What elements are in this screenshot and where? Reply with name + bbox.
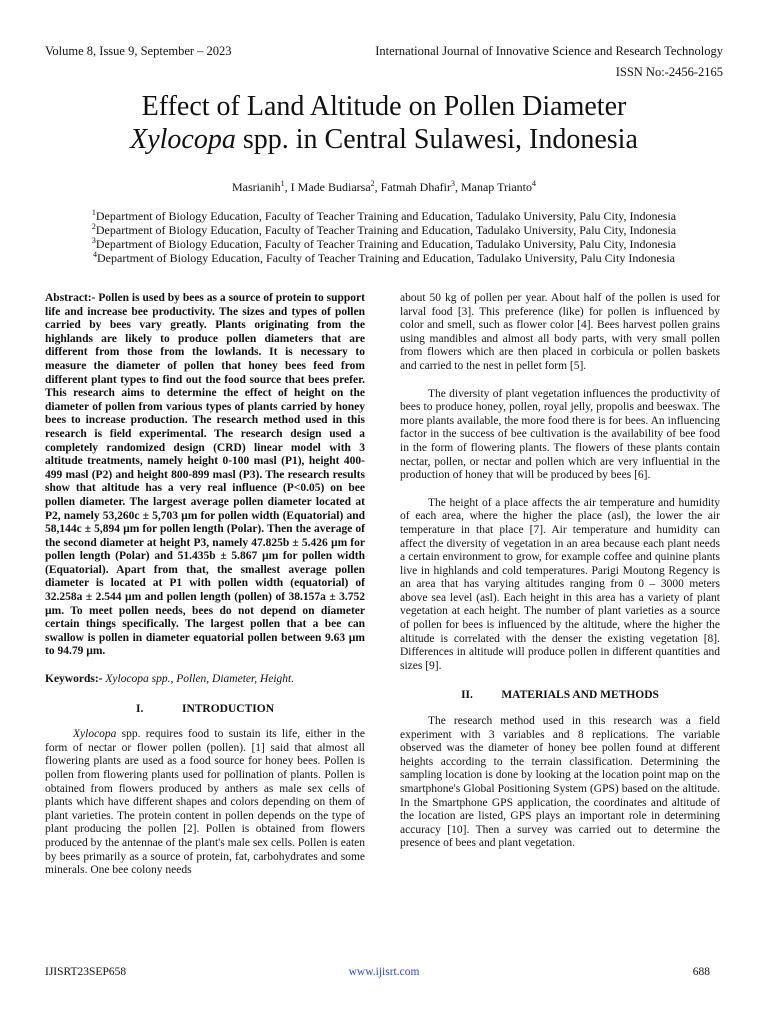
paragraph: about 50 kg of pollen per year. About half of the pollen is used for larval food [3]. This preference (like) for pollen is influenced by color and smell, such as flower color [4]. Bees harvest pollen grains using mandibles and almost all body parts, with very small pollen from flowers which are then placed in corbicula or pollen baskets and carried to the nest in pellet form [5]. [400,292,720,372]
title-rest: spp. in Central Sulawesi, Indonesia [235,124,638,155]
abstract: Abstract:- Pollen is used by bees as a source of protein to support life and increase bee productivity. The sizes and types of pollen carried by bees vary greatly. Plants originating from the highlands are likely to produce pollen diameters that are different from those from the lowlands. It is necessary to measure the diameter of pollen that honey bees feed from different plant types to find out the food source that bees prefer. This research aims to determine the effect of height on the diameter of pollen from various types of plants carried by honey bees to increase production. The research method used in this research is field experimental. The research design used a completely randomized design (CRD) linear model with 3 altitude treatments, namely height 0-100 masl (P1), height 400-499 masl (P2) and height 800-899 masl (P3). The research results show that altitude has a very real influence (P<0.05) on bee pollen diameter. The largest average pollen diameter located at P2, namely 53,260c ± 5,703 µm for pollen width (Equatorial) and 58,144c ± 5,894 µm for pollen length (Polar). Then the average of the second diameter at height P3, namely 47.825b ± 5.426 µm for pollen length (Polar) and 51.435b ± 5.867 µm for pollen width (Equatorial). Apart from that, the smallest average pollen diameter is located at P1 with pollen width (equatorial) of 32.258a ± 2.544 µm and pollen length (pollen) of 38.157a ± 3.752 µm. To meet pollen needs, bees do not depend on diameter certain things specifically. The largest pollen that a bee can swallow is pollen in diameter equatorial pollen between 9.63 µm to 94.79 µm. [45,292,365,658]
author: Masrianih$^1$, [232,179,291,194]
keywords: Keywords:- Xylocopa spp., Pollen, Diameter, Height. [45,673,295,686]
right-column [400,292,720,851]
author: Fatmah Dhafir$^3$, [380,179,461,194]
paragraph: The research method used in this research was a field experiment with 3 variables and 8 replications. The variable observed was the diameter of honey bee pollen found at different heights according to the terrain classification. Determining the sampling location is done by looking at the location point map on the smartphone's Global Positioning System (GPS) based on the altitude. In the Smartphone GPS application, the coordinates and altitude of the location are listed, GPS plays an important role in determining accuracy [10]. Then a survey was carried out to determine the presence of bees and plant vegetation. [400,715,720,850]
section-heading-introduction: I. INTRODUCTION [135,702,274,715]
paragraph: The height of a place affects the air temperature and humidity of each area, where the higher the place (asl), the lower the air temperature in that place [7]. Air temperature and humidity can affect the diversity of vegetation in an area because each plant needs a certain environment to grow, for example coffee and quinine plants live in highlands and cold temperatures. Parigi Moutong Regency is an area that has varying altitudes ranging from 0 – 3000 meters above sea level (asl). Each height in this area has a variety of plant vegetation at each height. The number of plant varieties as a source of pollen for bees is influenced by the altitude, where the higher the altitude is correlated with the denser the existing vegetation [8]. Differences in altitude will produce pollen in different quantities and sizes [9]. [400,496,720,672]
left-column [45,292,365,878]
paragraph: The diversity of plant vegetation influences the productivity of bees to produce honey, pollen, royal jelly, propolis and beeswax. The more plants available, the more food there is for bees. An influencing factor in the success of bee cultivation is the availability of bee food in the form of flowering plants. The flowers of these plants contain nectar, pollen, or nectar and pollen which are very influential in the production of honey that will be produced by bees [6]. [400,387,720,482]
affiliation: $^1$Department of Biology Education, Faculty of Teacher Training and Education, Tadulako University, Palu City, Indonesia [91,208,677,223]
journal-volume: Volume 8, Issue 9, September – 2023 [45,44,232,58]
paper-title [0,90,768,156]
intro-paragraph: Xylocopa spp. requires food to sustain its life, either in the form of nectar or flower pollen (pollen). [1] said that almost all flowering plants are used as a food source for honey bees. Pollen is pollen from flowering plants used for pollination of plants. Pollen is obtained from flowers produced by anthers as male sex cells of plants which have different shapes and colors depending on them of plant varieties. The protein content in pollen depends on the type of plant producing the pollen [2]. Pollen is obtained from flowers produced by the antennae of the plant's male sex cells. Pollen is eaten by bees primarily as a source of protein, fat, carbohydrates and some minerals. One bee colony needs [45,728,365,877]
section-heading-methods: II. MATERIALS AND METHODS [461,689,659,702]
title-line-1: Effect of Land Altitude on Pollen Diameter [141,91,627,122]
journal-website-link[interactable]: www.ijisrt.com [348,966,420,978]
author-list [0,180,768,195]
title-genus: Xylocopa [130,124,236,155]
author: Manap Trianto$^4$ [460,179,536,194]
title-line-2 [0,123,768,156]
issn: ISSN No:-2456-2165 [615,65,723,79]
author: I Made Budiarsa$^2$, [290,179,381,194]
page-number: 688 [692,966,710,978]
affiliation: $^2$Department of Biology Education, Faculty of Teacher Training and Education, Tadulako University, Palu City, Indonesia [91,222,677,237]
paper-id: IJISRT23SEP658 [45,966,127,978]
affiliation: $^4$Department of Biology Education, Faculty of Teacher Training and Education, Tadulako University, Palu City Indonesia [93,250,675,265]
affiliations [0,209,768,265]
affiliation: $^3$Department of Biology Education, Faculty of Teacher Training and Education, Tadulako University, Palu City, Indonesia [91,236,677,251]
journal-name: International Journal of Innovative Science and Research Technology [375,44,723,58]
